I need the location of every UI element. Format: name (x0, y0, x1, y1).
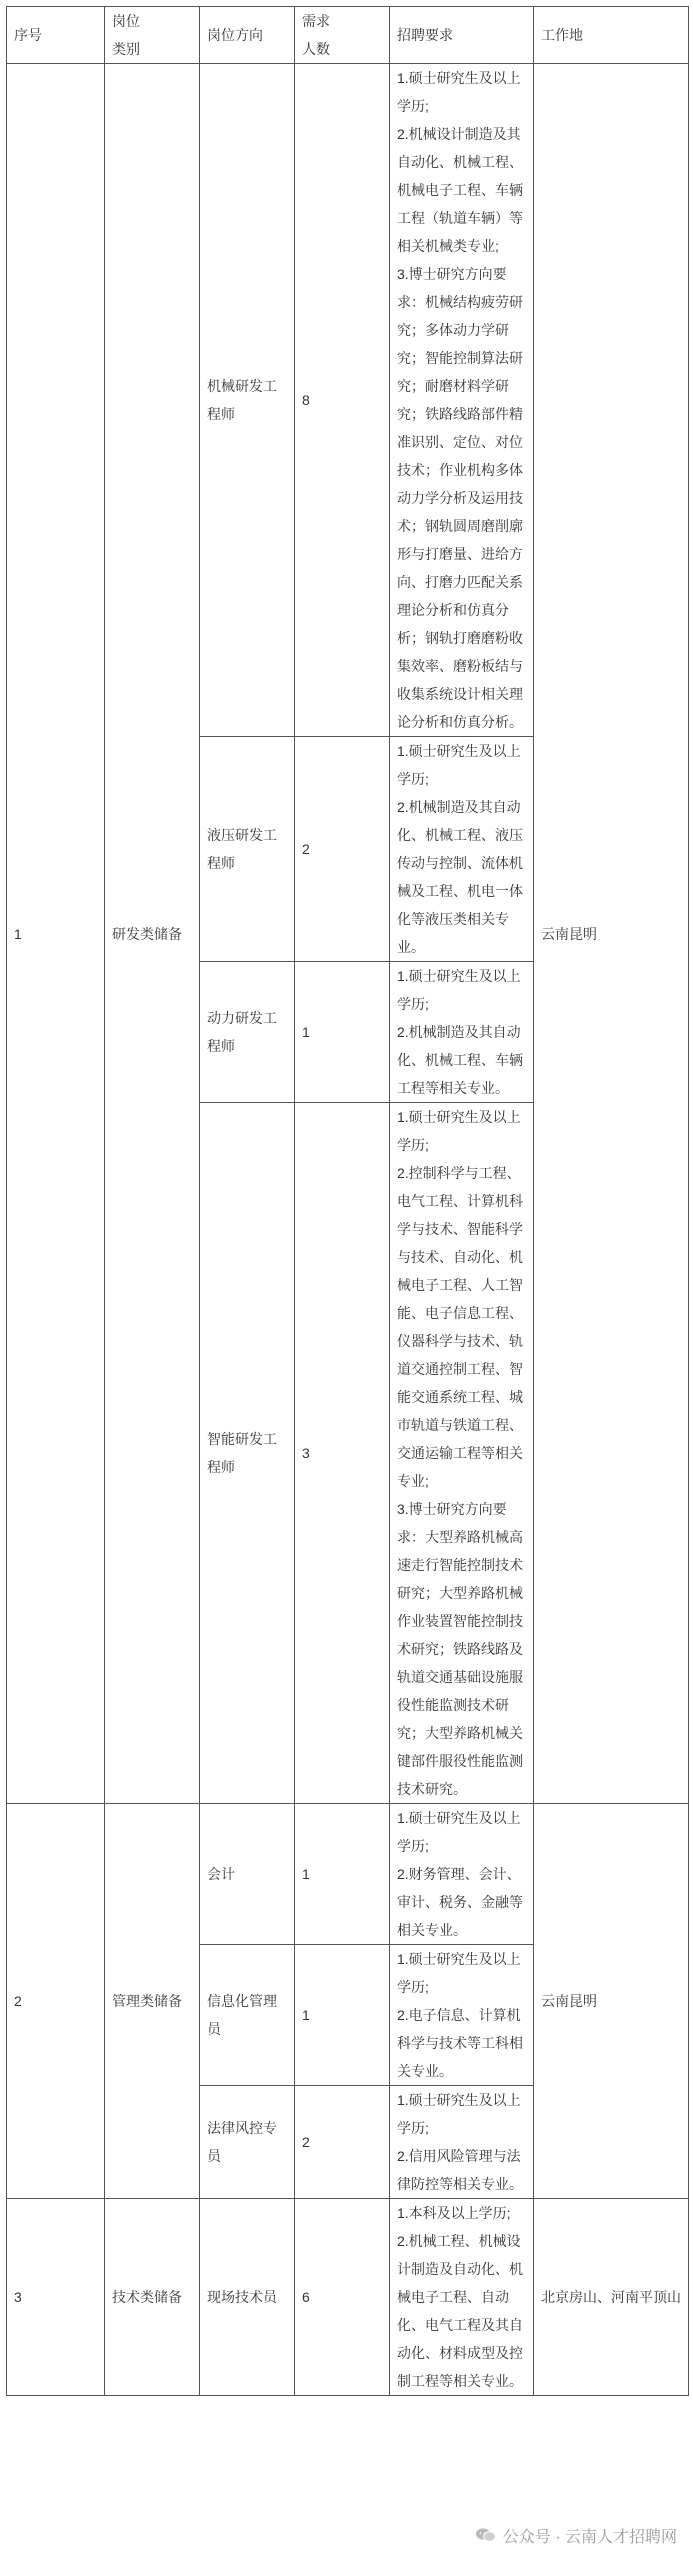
cell-requirements (390, 962, 534, 1103)
cell-count: 1 (295, 962, 390, 1103)
header-count-line: 需求 (302, 13, 330, 29)
cell-category: 管理类储备 (105, 1804, 200, 2199)
cell-direction: 信息化管理员 (200, 1945, 295, 2086)
cell-direction: 机械研发工程师 (200, 64, 295, 737)
cell-location: 云南昆明 (534, 1804, 689, 2199)
cell-direction: 动力研发工程师 (200, 962, 295, 1103)
recruitment-table (6, 6, 689, 2396)
requirement-item: 2.控制科学与工程、电气工程、计算机科学与技术、智能科学与技术、自动化、机械电子工程、人工智能、电子信息工程、仪器科学与技术、轨道交通控制工程、智能交通系统工程、城市轨道与铁道工程、交通运输工程等相关专业; (397, 1165, 523, 1489)
table-body (7, 64, 689, 2396)
requirement-item: 2.信用风险管理与法律防控等相关专业。 (397, 2148, 523, 2192)
table-row (7, 1804, 689, 1945)
header-category (105, 7, 200, 64)
cell-location: 北京房山、河南平顶山 (534, 2199, 689, 2396)
requirement-item: 2.财务管理、会计、审计、税务、金融等相关专业。 (397, 1866, 523, 1938)
requirement-item: 2.机械设计制造及其自动化、机械工程、机械电子工程、车辆工程（轨道车辆）等相关机械类专业; (397, 126, 523, 254)
table-row (7, 2199, 689, 2396)
cell-no: 3 (7, 2199, 105, 2396)
requirement-item: 2.机械制造及其自动化、机械工程、车辆工程等相关专业。 (397, 1024, 523, 1096)
table-header (7, 7, 689, 64)
header-category-line: 岗位 (112, 13, 140, 29)
cell-count: 2 (295, 737, 390, 962)
cell-location: 云南昆明 (534, 64, 689, 1804)
requirement-item: 1.硕士研究生及以上学历; (397, 968, 521, 1012)
header-count (295, 7, 390, 64)
cell-requirements (390, 2086, 534, 2199)
cell-direction: 法律风控专员 (200, 2086, 295, 2199)
cell-category: 技术类储备 (105, 2199, 200, 2396)
table-row (7, 64, 689, 737)
requirement-item: 1.硕士研究生及以上学历; (397, 70, 521, 114)
cell-direction: 智能研发工程师 (200, 1103, 295, 1804)
requirement-item: 1.本科及以上学历; (397, 2205, 511, 2221)
cell-direction: 会计 (200, 1804, 295, 1945)
cell-requirements (390, 1103, 534, 1804)
requirement-item: 1.硕士研究生及以上学历; (397, 2092, 521, 2136)
header-requirements: 招聘要求 (390, 7, 534, 64)
cell-direction: 液压研发工程师 (200, 737, 295, 962)
requirement-item: 2.机械制造及其自动化、机械工程、液压传动与控制、流体机械及工程、机电一体化等液压类相关专业。 (397, 799, 523, 955)
cell-count: 2 (295, 2086, 390, 2199)
watermark-text: 公众号 · 云南人才招聘网 (502, 2528, 677, 2546)
requirement-item: 1.硕士研究生及以上学历; (397, 743, 521, 787)
cell-count: 1 (295, 1804, 390, 1945)
cell-count: 8 (295, 64, 390, 737)
requirement-item: 3.博士研究方向要求：大型养路机械高速走行智能控制技术研究；大型养路机械作业装置智能控制技术研究；铁路线路及轨道交通基础设施服役性能监测技术研究；大型养路机械关键部件服役性能监测技术研究。 (397, 1501, 523, 1797)
wechat-icon (475, 2527, 497, 2543)
header-no: 序号 (7, 7, 105, 64)
requirement-item: 3.博士研究方向要求：机械结构疲劳研究；多体动力学研究；智能控制算法研究；耐磨材料学研究；铁路线路部件精准识别、定位、对位技术；作业机构多体动力学分析及运用技术；钢轨圆周磨削廓形与打磨量、进给方向、打磨力匹配关系理论分析和仿真分析；钢轨打磨磨粉收集效率、磨粉板结与收集系统设计相关理论分析和仿真分析。 (397, 266, 523, 730)
requirement-item: 2.机械工程、机械设计制造及自动化、机械电子工程、自动化、电气工程及其自动化、材料成型及控制工程等相关专业。 (397, 2233, 523, 2389)
cell-count: 6 (295, 2199, 390, 2396)
watermark (471, 2522, 681, 2548)
header-location: 工作地 (534, 7, 689, 64)
header-category-line: 类别 (112, 41, 140, 57)
cell-requirements (390, 64, 534, 737)
cell-requirements (390, 2199, 534, 2396)
requirement-item: 1.硕士研究生及以上学历; (397, 1109, 521, 1153)
cell-count: 1 (295, 1945, 390, 2086)
header-direction: 岗位方向 (200, 7, 295, 64)
cell-no: 1 (7, 64, 105, 1804)
requirement-item: 1.硕士研究生及以上学历; (397, 1810, 521, 1854)
requirement-item: 2.电子信息、计算机科学与技术等工科相关专业。 (397, 2007, 523, 2079)
requirement-item: 1.硕士研究生及以上学历; (397, 1951, 521, 1995)
cell-requirements (390, 737, 534, 962)
cell-no: 2 (7, 1804, 105, 2199)
cell-category: 研发类储备 (105, 64, 200, 1804)
cell-requirements (390, 1804, 534, 1945)
header-count-line: 人数 (302, 41, 330, 57)
cell-requirements (390, 1945, 534, 2086)
cell-direction: 现场技术员 (200, 2199, 295, 2396)
cell-count: 3 (295, 1103, 390, 1804)
